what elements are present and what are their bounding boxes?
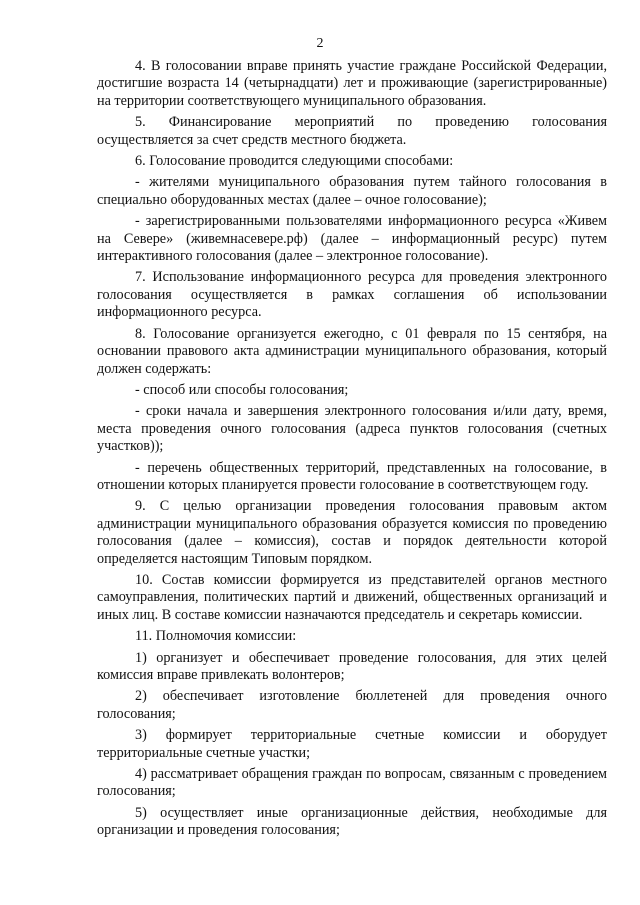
paragraph-5-financing: 5. Финансирование мероприятий по проведению голосования осуществляется за счет средств местного бюджета.	[97, 114, 607, 148]
document-body	[97, 58, 607, 844]
paragraph-6-methods: 6. Голосование проводится следующими способами:	[135, 153, 454, 170]
method-electronic: - зарегистрированными пользователями информационного ресурса «Живем на Севере» (живемнасевере.рф) (далее – информационный ресурс) путем интерактивного голосования (далее – электронное голосование).	[97, 213, 607, 265]
power-item-1: 1) организует и обеспечивает проведение голосования, для этих целей комиссия вправе привлекать волонтеров;	[97, 649, 607, 683]
act-item-methods: - способ или способы голосования;	[135, 381, 349, 398]
paragraph-7-resource-use: 7. Использование информационного ресурса для проведения электронного голосования осуществляется в рамках соглашения об использовании информационного ресурса.	[97, 269, 607, 321]
paragraph-4-participants: 4. В голосовании вправе принять участие граждане Российской Федерации, достигшие возраста 14 (четырнадцати) лет и проживающие (зарегистрированные) на территории соответствующего муниципального образования.	[97, 58, 607, 109]
act-item-territories: - перечень общественных территорий, представленных на голосование, в отношении которых планируется провести голосование в соответствующем году.	[97, 459, 607, 493]
paragraph-9-commission: 9. С целью организации проведения голосования правовым актом администрации муниципального образования образуется комиссия по проведению голосования (далее – комиссия), состав и порядок деятельности которой определяется настоящим Типовым порядком.	[97, 498, 607, 567]
paragraph-10-composition: 10. Состав комиссии формируется из представителей органов местного самоуправления, политических партий и движений, общественных организаций и иных лиц. В составе комиссии назначаются председатель и секретарь комиссии.	[97, 571, 607, 623]
paragraph-8-schedule: 8. Голосование организуется ежегодно, с 01 февраля по 15 сентября, на основании правового акта администрации муниципального образования, который должен содержать:	[97, 325, 607, 377]
act-item-dates: - сроки начала и завершения электронного голосования и/или дату, время, места проведения очного голосования (адреса пунктов голосования (счетных участков));	[97, 403, 607, 455]
power-item-4: 4) рассматривает обращения граждан по вопросам, связанным с проведением голосования;	[97, 766, 607, 800]
power-item-3: 3) формирует территориальные счетные комиссии и оборудует территориальные счетные участки;	[97, 727, 607, 761]
method-in-person: - жителями муниципального образования путем тайного голосования в специально оборудованных местах (далее – очное голосование);	[97, 174, 607, 208]
power-item-5: 5) осуществляет иные организационные действия, необходимые для организации и проведения голосования;	[97, 804, 607, 839]
power-item-2: 2) обеспечивает изготовление бюллетеней для проведения очного голосования;	[97, 688, 607, 722]
paragraph-11-powers: 11. Полномочия комиссии:	[135, 628, 297, 645]
page-number: 2	[316, 36, 324, 51]
